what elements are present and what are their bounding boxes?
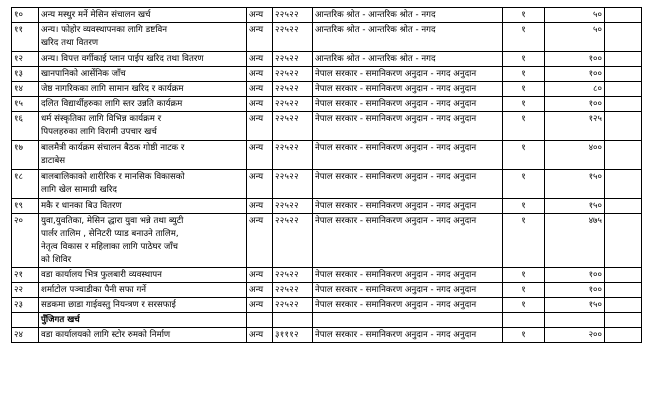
row-number: २३ xyxy=(12,298,39,313)
row-amount: ५० xyxy=(545,8,605,23)
description-line: वडा कार्यालय भित्र फुलबारी व्यवस्थापन xyxy=(41,270,162,280)
table-row xyxy=(12,170,642,199)
row-empty-cell xyxy=(605,283,642,298)
section-empty-cell xyxy=(605,313,642,328)
row-number: १८ xyxy=(12,170,39,199)
row-quantity: १ xyxy=(503,268,545,283)
row-empty-cell xyxy=(605,141,642,170)
description-line: धर्म संस्कृतिका लागि विभिन्न कार्यक्रम र xyxy=(41,114,162,124)
row-empty-cell xyxy=(605,97,642,112)
row-quantity: १ xyxy=(503,52,545,67)
section-empty-cell xyxy=(503,313,545,328)
description-line: दलित विद्यार्थीहरुका लागि स्तर उन्नति कार्यक्रम xyxy=(41,99,183,109)
description-line: अन्य। विपत्त वर्गीकाई प्लान पाईप खरिद तथा वितरण xyxy=(41,54,204,64)
row-number: २४ xyxy=(12,328,39,343)
row-description xyxy=(39,141,247,170)
row-type: अन्य xyxy=(247,328,273,343)
row-empty-cell xyxy=(605,328,642,343)
row-amount: ४०० xyxy=(545,141,605,170)
row-funding-source: नेपाल सरकार - समानिकरण अनुदान - नगद अनुदान xyxy=(313,67,503,82)
row-description xyxy=(39,82,247,97)
row-quantity: १ xyxy=(503,283,545,298)
row-type: अन्य xyxy=(247,214,273,268)
row-quantity: १ xyxy=(503,141,545,170)
row-budget-code: २२५२२ xyxy=(273,214,313,268)
table-row xyxy=(12,268,642,283)
description-line: पिपलहरुका लागि विरामी उपचार खर्च xyxy=(41,127,157,137)
table-row xyxy=(12,67,642,82)
row-quantity: १ xyxy=(503,97,545,112)
row-number: १९ xyxy=(12,199,39,214)
description-line: जेष्ठ नागरिकका लागि सामान खरिद र कार्यक्रम xyxy=(41,84,184,94)
description-line: बालमैत्री कार्यक्रम संचालन बैठक गोष्ठी नाटक र xyxy=(41,143,185,153)
row-budget-code: २२५२२ xyxy=(273,298,313,313)
row-description xyxy=(39,112,247,141)
row-number: २२ xyxy=(12,283,39,298)
row-amount: १०० xyxy=(545,268,605,283)
row-number: ११ xyxy=(12,23,39,52)
section-empty-cell xyxy=(313,313,503,328)
row-budget-code: २२५२२ xyxy=(273,8,313,23)
row-type: अन्य xyxy=(247,141,273,170)
row-empty-cell xyxy=(605,170,642,199)
row-funding-source: नेपाल सरकार - समानिकरण अनुदान - नगद अनुदान xyxy=(313,97,503,112)
section-empty-cell xyxy=(545,313,605,328)
row-number: १३ xyxy=(12,67,39,82)
row-type: अन्य xyxy=(247,283,273,298)
row-budget-code: २२५२२ xyxy=(273,67,313,82)
description-line: वडा कार्यालयको लागि स्टोर रुमको निर्माण xyxy=(41,330,171,340)
table-row xyxy=(12,112,642,141)
table-row xyxy=(12,82,642,97)
section-row xyxy=(12,313,642,328)
row-amount: १२५ xyxy=(545,112,605,141)
row-empty-cell xyxy=(605,82,642,97)
table-row xyxy=(12,141,642,170)
description-line: मकै र धानका बिउ वितरण xyxy=(41,201,122,211)
row-empty-cell xyxy=(605,8,642,23)
description-line: खरिद तथा वितरण xyxy=(41,38,99,48)
row-amount: १०० xyxy=(545,67,605,82)
row-number: १६ xyxy=(12,112,39,141)
row-quantity: १ xyxy=(503,67,545,82)
row-quantity: १ xyxy=(503,214,545,268)
row-funding-source: नेपाल सरकार - समानिकरण अनुदान - नगद अनुदान xyxy=(313,82,503,97)
row-type: अन्य xyxy=(247,67,273,82)
row-amount: १०० xyxy=(545,52,605,67)
row-budget-code: २२५२२ xyxy=(273,112,313,141)
row-empty-cell xyxy=(605,52,642,67)
row-amount: ५० xyxy=(545,23,605,52)
row-description xyxy=(39,52,247,67)
row-quantity: १ xyxy=(503,328,545,343)
row-number: १२ xyxy=(12,52,39,67)
row-budget-code: २२५२२ xyxy=(273,141,313,170)
row-type: अन्य xyxy=(247,199,273,214)
description-line: शर्माटोल पञ्चाडीका पैनी सफा गर्ने xyxy=(41,285,147,295)
row-amount: १०० xyxy=(545,97,605,112)
row-empty-cell xyxy=(605,298,642,313)
row-budget-code: २२५२२ xyxy=(273,23,313,52)
section-empty-cell xyxy=(247,313,273,328)
row-budget-code: २२५२२ xyxy=(273,82,313,97)
row-type: अन्य xyxy=(247,23,273,52)
section-empty-cell xyxy=(273,313,313,328)
row-quantity: १ xyxy=(503,199,545,214)
row-description xyxy=(39,67,247,82)
table-row xyxy=(12,214,642,268)
row-funding-source: आन्तरिक श्रोत - आन्तरिक श्रोत - नगद xyxy=(313,8,503,23)
row-funding-source: नेपाल सरकार - समानिकरण अनुदान - नगद अनुदान xyxy=(313,214,503,268)
table-row xyxy=(12,97,642,112)
row-description xyxy=(39,199,247,214)
row-empty-cell xyxy=(605,199,642,214)
description-line: खानपानिको आर्सेनिक जाँच xyxy=(41,69,126,79)
row-funding-source: नेपाल सरकार - समानिकरण अनुदान - नगद अनुदान xyxy=(313,141,503,170)
row-description xyxy=(39,268,247,283)
row-quantity: १ xyxy=(503,170,545,199)
description-line: लागि खेल सामाग्री खरिद xyxy=(41,185,117,195)
table-row xyxy=(12,23,642,52)
table-row xyxy=(12,328,642,343)
row-type: अन्य xyxy=(247,52,273,67)
row-empty-cell xyxy=(605,67,642,82)
row-description xyxy=(39,328,247,343)
description-line: अन्य। फोहोर व्यवस्थापनका लागि डष्टविन xyxy=(41,25,167,35)
row-type: अन्य xyxy=(247,268,273,283)
row-funding-source: नेपाल सरकार - समानिकरण अनुदान - नगद अनुदान xyxy=(313,328,503,343)
row-funding-source: नेपाल सरकार - समानिकरण अनुदान - नगद अनुदान xyxy=(313,170,503,199)
row-amount: १०० xyxy=(545,283,605,298)
row-type: अन्य xyxy=(247,170,273,199)
row-type: अन्य xyxy=(247,298,273,313)
table-row xyxy=(12,52,642,67)
row-budget-code: २२५२२ xyxy=(273,170,313,199)
description-line: नेतृत्व विकास र महिलाका लागि पाठेघर जाँच xyxy=(41,242,178,252)
row-funding-source: नेपाल सरकार - समानिकरण अनुदान - नगद अनुदान xyxy=(313,199,503,214)
row-amount: १५० xyxy=(545,298,605,313)
row-type: अन्य xyxy=(247,8,273,23)
row-amount: ८० xyxy=(545,82,605,97)
row-funding-source: आन्तरिक श्रोत - आन्तरिक श्रोत - नगद xyxy=(313,52,503,67)
row-number: २० xyxy=(12,214,39,268)
row-budget-code: २२५२२ xyxy=(273,268,313,283)
row-number: १४ xyxy=(12,82,39,97)
row-funding-source: नेपाल सरकार - समानिकरण अनुदान - नगद अनुदान xyxy=(313,268,503,283)
budget-table xyxy=(11,7,642,343)
table-row xyxy=(12,283,642,298)
row-amount: १५० xyxy=(545,170,605,199)
row-quantity: १ xyxy=(503,82,545,97)
row-budget-code: २२५२२ xyxy=(273,52,313,67)
description-line: डाटाबेस xyxy=(41,156,66,166)
row-funding-source: नेपाल सरकार - समानिकरण अनुदान - नगद अनुदान xyxy=(313,283,503,298)
row-amount: २०० xyxy=(545,328,605,343)
table-body xyxy=(12,8,642,343)
row-funding-source: नेपाल सरकार - समानिकरण अनुदान - नगद अनुदान xyxy=(313,112,503,141)
row-description xyxy=(39,23,247,52)
description-line: पार्लर तालिम , सेनिटरी प्याड बनाउने तालिम, xyxy=(41,229,179,239)
row-funding-source: आन्तरिक श्रोत - आन्तरिक श्रोत - नगद xyxy=(313,23,503,52)
description-line: अन्य मस्धुर मर्ने मेसिन संचालन खर्च xyxy=(41,10,151,20)
row-amount: १५० xyxy=(545,199,605,214)
row-type: अन्य xyxy=(247,82,273,97)
table-row xyxy=(12,298,642,313)
row-funding-source: नेपाल सरकार - समानिकरण अनुदान - नगद अनुदान xyxy=(313,298,503,313)
description-line: को शिविर xyxy=(41,255,72,265)
row-number: २१ xyxy=(12,268,39,283)
row-quantity: १ xyxy=(503,112,545,141)
row-description xyxy=(39,283,247,298)
row-empty-cell xyxy=(605,23,642,52)
row-number: १७ xyxy=(12,141,39,170)
row-budget-code: ३१११२ xyxy=(273,328,313,343)
row-quantity: १ xyxy=(503,23,545,52)
row-budget-code: २२५२२ xyxy=(273,283,313,298)
section-empty-cell xyxy=(12,313,39,328)
table-row xyxy=(12,8,642,23)
row-budget-code: २२५२२ xyxy=(273,199,313,214)
row-quantity: १ xyxy=(503,8,545,23)
row-budget-code: २२५२२ xyxy=(273,97,313,112)
row-empty-cell xyxy=(605,214,642,268)
row-empty-cell xyxy=(605,112,642,141)
row-number: १५ xyxy=(12,97,39,112)
row-type: अन्य xyxy=(247,112,273,141)
row-amount: ४७५ xyxy=(545,214,605,268)
row-description xyxy=(39,8,247,23)
description-line: युवा,युवतिका, मेसिन द्धारा युवा भन्ने तथा ब्युटी xyxy=(41,216,184,226)
description-line: बालबालिकाको शारीरिक र मानसिक विकासको xyxy=(41,172,185,182)
row-description xyxy=(39,298,247,313)
row-quantity: १ xyxy=(503,298,545,313)
row-empty-cell xyxy=(605,268,642,283)
row-description xyxy=(39,170,247,199)
section-label: पुँजिगत खर्च xyxy=(39,313,247,328)
table-row xyxy=(12,199,642,214)
description-line: सडकमा छाडा गाईवस्तु नियन्त्रण र सरसफाई xyxy=(41,300,176,310)
row-number: १० xyxy=(12,8,39,23)
row-description xyxy=(39,97,247,112)
row-type: अन्य xyxy=(247,97,273,112)
row-description xyxy=(39,214,247,268)
